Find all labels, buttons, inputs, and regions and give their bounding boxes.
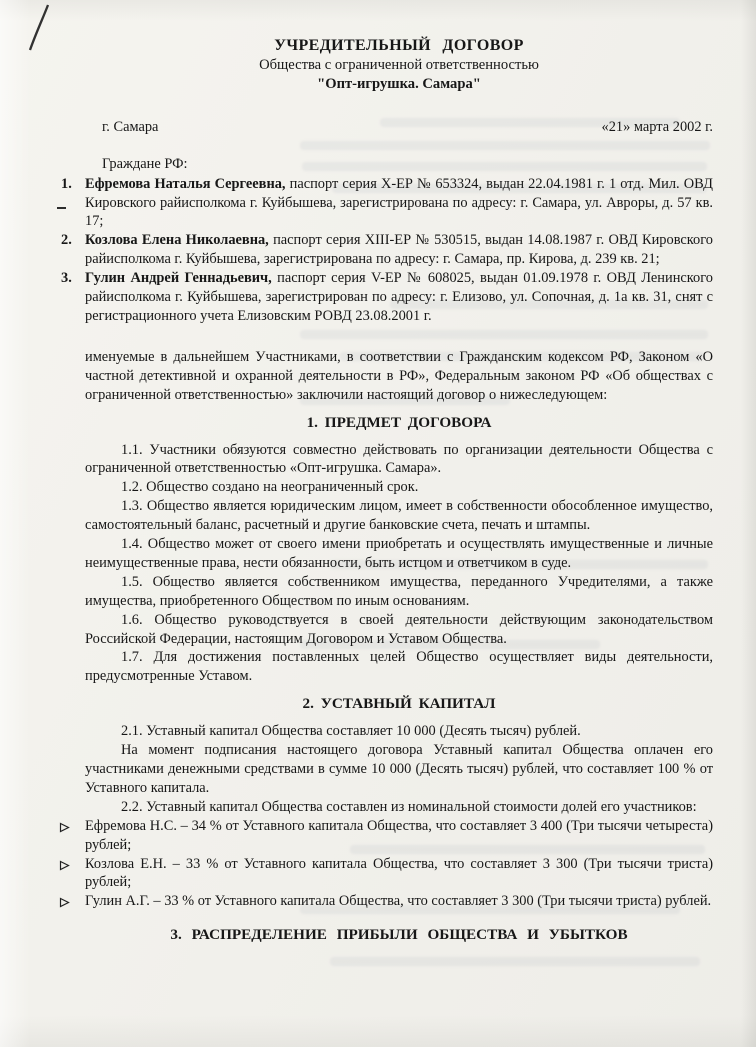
clause-1-7: 1.7. Для достижения поставленных целей Общество осуществляет виды деятельности, предусмотренные Уставом. <box>85 649 713 685</box>
citizens-heading: Граждане РФ: <box>102 155 188 172</box>
document-subtitle: Общества с ограниченной ответственностью <box>259 57 539 73</box>
founder-details: паспорт серия V-ЕР № 608025, выдан 01.09.1978 г. ОВД Ленинского райисполкома г. Куйбышева, зарегистрирован по адресу: г. Елизово, ул. Сопочная, д. 1а кв. 31, снят с регистрационного учета Елизовским РОВД 23.08.2001 г. <box>85 270 713 324</box>
founder-number: 3. <box>61 270 72 287</box>
arrowhead-bullet-icon <box>59 820 70 839</box>
clause-1-4: 1.4. Общество может от своего имени приобретать и осуществлять имущественные и личные неимущественные права, нести обязанности, быть истцом и ответчиком в суде. <box>85 536 713 571</box>
document-title: УЧРЕДИТЕЛЬНЫЙ ДОГОВОР <box>274 37 524 54</box>
preamble-paragraph: именуемые в дальнейшем Участниками, в соответствии с Гражданским кодексом РФ, Законом «О частной детективной и охранной деятельности в РФ», Федеральным законом РФ «Об обществах с ограниченной ответственностью» заключили настоящий договор о нижеследующем: <box>85 348 713 403</box>
section-3-heading: 3. РАСПРЕДЕЛЕНИЕ ПРИБЫЛИ ОБЩЕСТВА И УБЫТКОВ <box>170 926 628 944</box>
place-date-row <box>85 118 713 137</box>
share-item-3 <box>85 892 713 911</box>
stray-pen-dash <box>57 207 66 209</box>
founder-item-2 <box>61 231 713 269</box>
share-text: Козлова Е.Н. – 33 % от Уставного капитала Общества, что составляет 3 300 (Три тысячи триста) рублей; <box>85 855 713 891</box>
company-name-title: "Опт-игрушка. Самара" <box>317 75 481 92</box>
arrowhead-bullet-icon <box>59 858 70 877</box>
founders-list <box>61 175 713 326</box>
clause-2-2: 2.2. Уставный капитал Общества составлен из номинальной стоимости долей его участников: <box>121 798 697 815</box>
clause-1-3: 1.3. Общество является юридическим лицом, имеет в собственности обособленное имущество, самостоятельный баланс, расчетный и другие банковские счета, печать и штампы. <box>85 498 713 534</box>
founder-details: паспорт серия XIII-ЕР № 530515, выдан 14.08.1987 г. ОВД Кировского райисполкома г. Куйбышева, зарегистрирована по адресу: г. Самара, пр. Кирова, д. 239 кв. 21; <box>85 232 713 268</box>
founder-number: 2. <box>61 232 72 249</box>
document-date: «21» марта 2002 г. <box>601 118 713 135</box>
clause-1-2: 1.2. Общество создано на неограниченный срок. <box>121 479 419 496</box>
clause-1-1: 1.1. Участники обязуются совместно действовать по организации деятельности Общества с ограниченной ответственностью «Опт-игрушка. Самара». <box>85 441 713 477</box>
founder-name: Козлова Елена Николаевна, <box>85 232 269 249</box>
founder-details: паспорт серия X-ЕР № 653324, выдан 22.04.1981 г. 1 отд. Мил. ОВД Кировского райисполкома г. Куйбышева, зарегистрирована по адресу: г. Самара, ул. Авроры, д. 57 кв. 17; <box>85 175 713 230</box>
arrowhead-bullet-icon <box>59 895 70 914</box>
clause-1-5: 1.5. Общество является собственником имущества, переданного Учредителями, а также имущества, приобретенного Обществом по иным основаниям. <box>85 573 713 609</box>
founder-number: 1. <box>61 175 72 192</box>
capital-shares-list <box>85 817 713 912</box>
clause-2-1: 2.1. Уставный капитал Общества составляет 10 000 (Десять тысяч) рублей. <box>121 723 581 740</box>
share-text: Ефремова Н.С. – 34 % от Уставного капитала Общества, что составляет 3 400 (Три тысячи четыреста) рублей; <box>85 817 713 853</box>
share-text: Гулин А.Г. – 33 % от Уставного капитала Общества, что составляет 3 300 (Три тысячи триста) рублей. <box>85 893 712 910</box>
clause-1-6: 1.6. Общество руководствуется в своей деятельности действующим законодательством Российской Федерации, настоящим Договором и Уставом Общества. <box>85 611 713 647</box>
founder-name: Ефремова Наталья Сергеевна, <box>85 175 286 192</box>
bleed-through-line <box>330 957 700 966</box>
document-place: г. Самара <box>102 118 159 135</box>
pen-stroke-mark <box>14 2 84 62</box>
clause-2-1-continued: На момент подписания настоящего договора Уставный капитал Общества оплачен его участниками денежными средствами в сумме 10 000 (Десять тысяч) рублей, что составляет 100 % от Уставного капитала. <box>85 742 713 796</box>
founder-name: Гулин Андрей Геннадьевич, <box>85 270 272 287</box>
section-2-heading: 2. УСТАВНЫЙ КАПИТАЛ <box>302 695 496 713</box>
founder-item-1 <box>61 175 713 232</box>
document-content <box>61 36 713 953</box>
share-item-2 <box>85 855 713 893</box>
founder-item-3 <box>61 269 713 326</box>
section-1-heading: 1. ПРЕДМЕТ ДОГОВОРА <box>306 413 492 431</box>
share-item-1 <box>85 817 713 855</box>
